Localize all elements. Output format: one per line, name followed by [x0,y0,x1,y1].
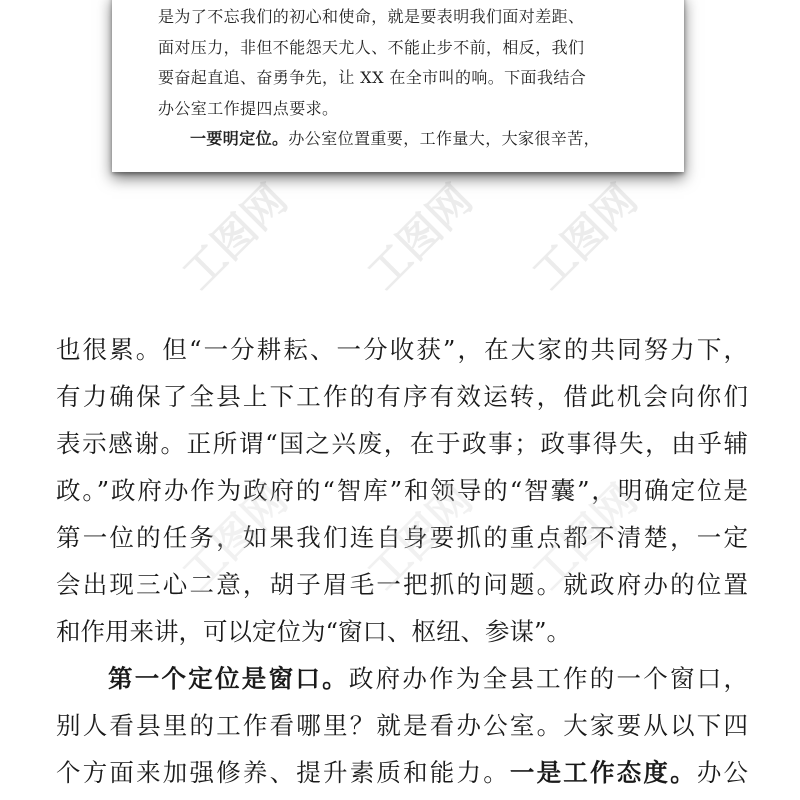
body-line-start: 个方面来加强修养、提升素质和能力。 [56,758,510,787]
preview-heading: 一要明定位。 [190,129,289,148]
subsection-heading: 一是工作态度。 [509,758,697,787]
preview-line [158,124,648,155]
watermark: 工图网 [522,474,647,599]
watermark: 工图网 [357,174,482,299]
body-line-rest: 政府办作为全县工作的一个窗口， [348,664,749,693]
watermark: 工图网 [522,174,647,299]
body-line: 政。”政府办作为政府的“智库”和领导的“智囊”，明确定位是 [56,476,748,505]
preview-line: 要奋起直追、奋勇争先，让 XX 在全市叫的响。下面我结合 [158,68,587,87]
body-line: 也很累。但“一分耕耘、一分收获”，在大家的共同努力下， [56,335,748,364]
preview-line: 是为了不忘我们的初心和使命，就是要表明我们面对差距、 [158,7,585,26]
document-body [56,326,756,796]
body-line [56,655,748,702]
preview-line: 办公室工作提四点要求。 [158,98,339,118]
watermark: 工图网 [172,474,297,599]
document-page-preview [112,0,684,172]
body-line: 和作用来讲，可以定位为“窗口、枢纽、参谋”。 [56,617,572,646]
preview-line-rest: 办公室位置重要，工作量大，大家很辛苦， [288,129,601,148]
body-line: 第一位的任务，如果我们连自身要抓的重点都不清楚，一定 [56,523,748,552]
preview-text [158,2,648,155]
section-heading: 第一个定位是窗口。 [108,664,349,693]
watermark: 工图网 [357,474,482,599]
body-line: 有力确保了全县上下工作的有序有效运转，借此机会向你们 [56,382,748,411]
body-line-tail: 办公 [696,758,749,787]
watermark: 工图网 [172,174,297,299]
body-line [56,749,748,796]
body-line: 表示感谢。正所谓“国之兴废，在于政事；政事得失，由乎辅 [56,429,748,458]
body-line: 别人看县里的工作看哪里？就是看办公室。大家要从以下四 [56,711,748,740]
preview-line: 面对压力，非但不能怨天尤人、不能止步不前，相反，我们 [158,37,585,57]
body-line: 会出现三心二意，胡子眉毛一把抓的问题。就政府办的位置 [56,570,748,599]
